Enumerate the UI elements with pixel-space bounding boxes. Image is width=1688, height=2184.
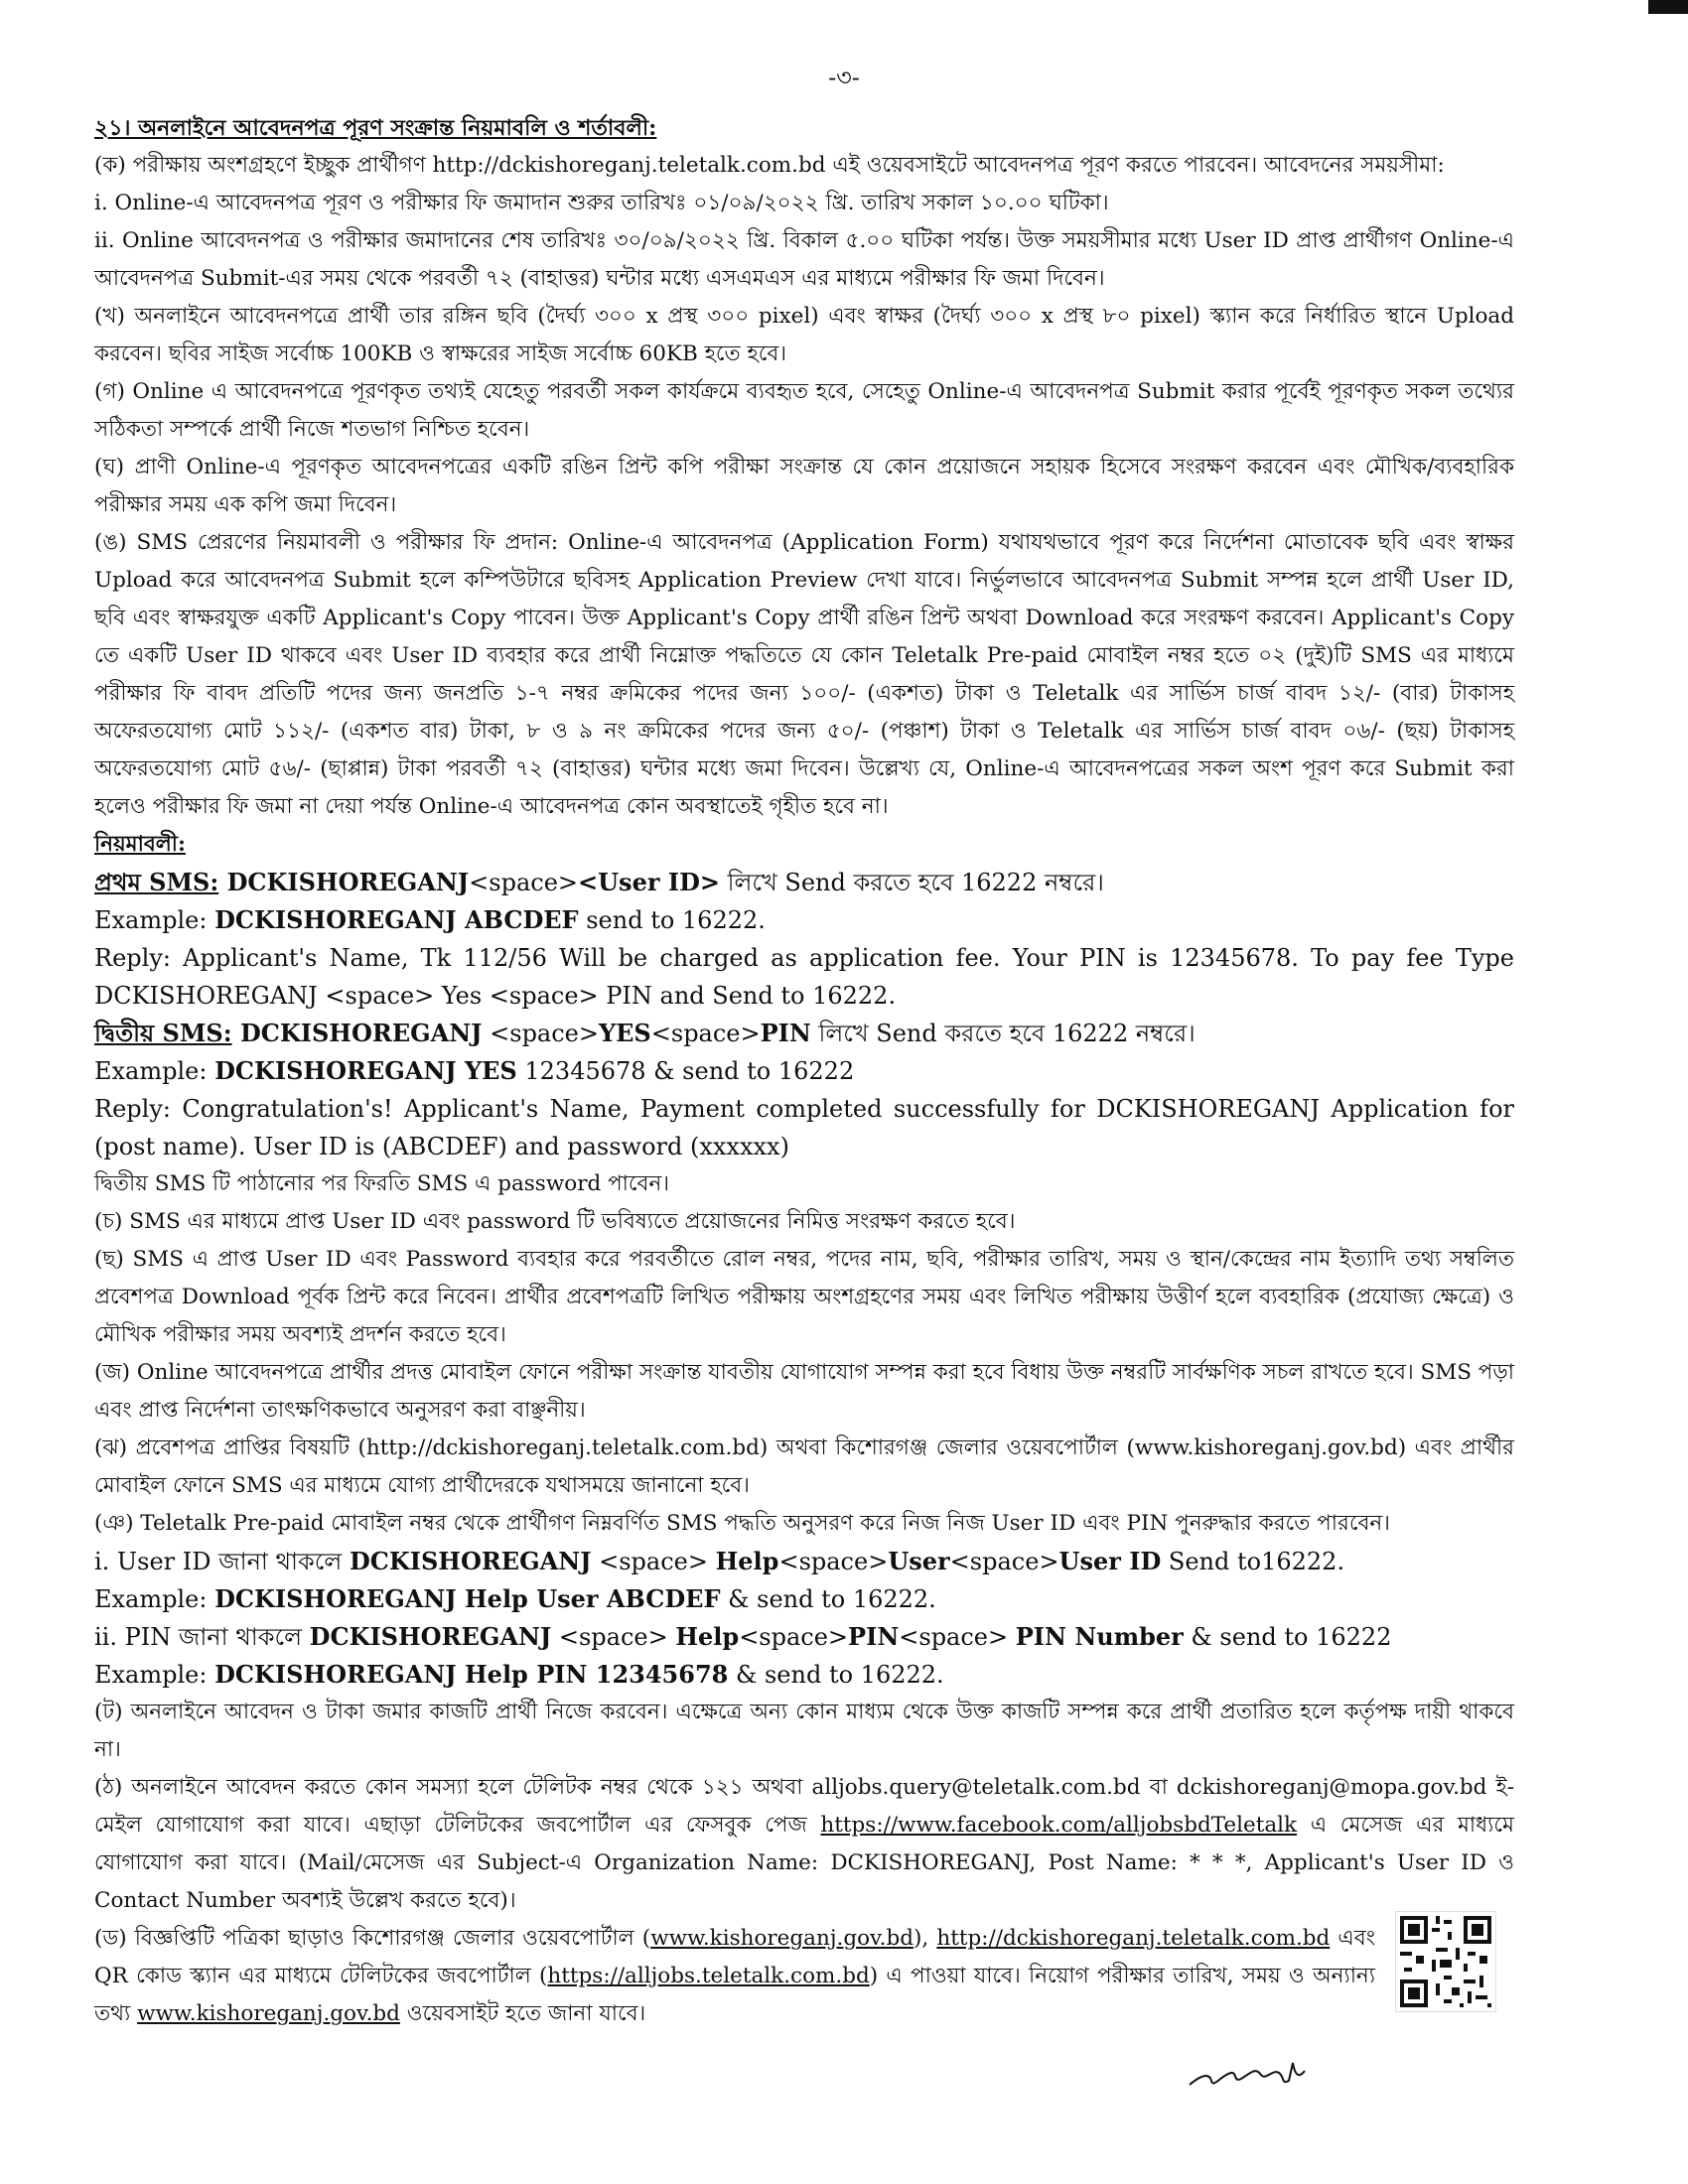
kishoreganj-portal-link[interactable]: www.kishoreganj.gov.bd <box>650 1926 914 1951</box>
clause-ta: (ট) অনলাইনে আবেদন ও টাকা জমার কাজটি প্রার্থী নিজে করবেন। এক্ষেত্রে অন্য কোন মাধ্যম থেকে উক্ত কাজটি সম্পন্ন করে প্রার্থী প্রতারিত হলে কর্তৃপক্ষ দায়ী থাকবে না। <box>94 1700 1514 1762</box>
kishoreganj-website-link[interactable]: www.kishoreganj.gov.bd <box>137 2001 400 2026</box>
section-heading: ২১। অনলাইনে আবেদনপত্র পূরণ সংক্রান্ত নিয়মাবলি ও শর্তাবলী: <box>94 115 657 141</box>
clause-ga: (গ) Online এ আবেদনপত্রে পূরণকৃত তথ্যই যেহেতু পরবর্তী সকল কার্যক্রমে ব্যবহৃত হবে, সেহেতু Online-এ আবেদনপত্র Submit করার পূর্বেই পূরণকৃত সকল তথ্যের সঠিকতা সম্পর্কে প্রার্থী নিজে শতভাগ নিশ্চিত হবেন। <box>94 379 1514 442</box>
page-number: -৩- <box>828 64 860 91</box>
clause-gha: (ঘ) প্রাণী Online-এ পূরণকৃত আবেদনপত্রের একটি রঙিন প্রিন্ট কপি পরীক্ষা সংক্রান্ত যে কোন প্রয়োজনে সহায়ক হিসেবে সংরক্ষণ করবেন এবং মৌখিক/ব্যবহারিক পরীক্ষার সময় এক কপি জমা দিবেন। <box>94 455 1514 517</box>
rules-heading: নিয়মাবলী: <box>94 832 186 857</box>
sms1-label: প্রথম SMS: <box>94 868 219 896</box>
recover-userid-example: Example: DCKISHOREGANJ Help User ABCDEF & send to 16222. <box>94 1584 936 1613</box>
alljobs-link[interactable]: https://alljobs.teletalk.com.bd <box>547 1964 870 1988</box>
clause-ka: (ক) পরীক্ষায় অংশগ্রহণে ইচ্ছুক প্রার্থীগণ http://dckishoreganj.teletalk.com.bd এই ওয়েবসাইটে আবেদনপত্র পূরণ করতে পারবেন। আবেদনের সময়সীমা: <box>94 153 1445 178</box>
clause-nya: (ঞ) Teletalk Pre-paid মোবাইল নম্বর থেকে প্রার্থীগণ নিম্নবর্ণিত SMS পদ্ধতি অনুসরণ করে নিজ নিজ User ID এবং PIN পুনরুদ্ধার করতে পারবেন। <box>94 1511 1390 1536</box>
teletalk-portal-link[interactable]: http://dckishoreganj.teletalk.com.bd <box>936 1926 1331 1951</box>
clause-da: (ড) বিজ্ঞপ্তিটি পত্রিকা ছাড়াও কিশোরগঞ্জ জেলার ওয়েবপোর্টাল (www.kishoreganj.gov.bd), http://dckishoreganj.teletalk.com.bd এবং QR কোড স্ক্যান এর মাধ্যমে টেলিটকের জবপোর্টাল (https://alljobs.teletalk.com.bd) এ পাওয়া যাবে। নিয়োগ পরীক্ষার তারিখ, সময় ও অন্যান্য তথ্য www.kishoreganj.gov.bd ওয়েবসাইট হতে জানা যাবে। <box>94 1926 1376 2026</box>
clause-kha: (খ) অনলাইনে আবেদনপত্রে প্রার্থী তার রঙ্গিন ছবি (দৈর্ঘ্য ৩০০ x প্রস্থ ৩০০ pixel) এবং স্বাক্ষর (দৈর্ঘ্য ৩০০ x প্রস্থ ৮০ pixel) স্ক্যান করে নির্ধারিত স্থানে Upload করবেন। ছবির সাইজ সর্বোচ্চ 100KB ও স্বাক্ষরের সাইজ সর্বোচ্চ 60KB হতে হবে। <box>94 304 1514 366</box>
clause-chha: (ছ) SMS এ প্রাপ্ত User ID এবং Password ব্যবহার করে পরবর্তীতে রোল নম্বর, পদের নাম, ছবি, পরীক্ষার তারিখ, সময় ও স্থান/কেন্দ্রের নাম ইত্যাদি তথ্য সম্বলিত প্রবেশপত্র Download পূর্বক প্রিন্ট করে নিবেন। প্রার্থীর প্রবেশপত্রটি লিখিত পরীক্ষায় অংশগ্রহণের সময় এবং লিখিত পরীক্ষায় উত্তীর্ণ হলে ব্যবহারিক (প্রযোজ্য ক্ষেত্রে) ও মৌখিক পরীক্ষার সময় অবশ্যই প্রদর্শন করতে হবে। <box>94 1247 1514 1347</box>
facebook-link[interactable]: https://www.facebook.com/alljobsbdTeletalk <box>820 1813 1298 1838</box>
document-body <box>94 109 1514 2033</box>
clause-tha: (ঠ) অনলাইনে আবেদন করতে কোন সমস্যা হলে টেলিটক নম্বর থেকে ১২১ অথবা alljobs.query@teletalk.com.bd বা dckishoreganj@mopa.gov.bd ই-মেইল যোগাযোগ করা যাবে। এছাড়া টেলিটকের জবপোর্টাল এর ফেসবুক পেজ https://www.facebook.com/alljobsbdTeletalk এ মেসেজ এর মাধ্যমে যোগাযোগ করা যাবে। (Mail/মেসেজ এর Subject-এ Organization Name: DCKISHOREGANJ, Post Name: * * *, Applicant's User ID ও Contact Number অবশ্যই উল্লেখ করতে হবে)। <box>94 1775 1514 1913</box>
sms2-example: Example: DCKISHOREGANJ YES 12345678 & send to 16222 <box>94 1056 855 1085</box>
clause-ka-ii: ii. Online আবেদনপত্র ও পরীক্ষার জমাদানের শেষ তারিখঃ ৩০/০৯/২০২২ খ্রি. বিকাল ৫.০০ ঘটিকা পর্যন্ত। উক্ত সময়সীমার মধ্যে User ID প্রাপ্ত প্রার্থীগণ Online-এ আবেদনপত্র Submit-এর সময় থেকে পরবর্তী ৭২ (বাহাত্তর) ঘন্টার মধ্যে এসএমএস এর মাধ্যমে পরীক্ষার ফি জমা দিবেন। <box>94 228 1514 291</box>
signature <box>1182 2045 1331 2105</box>
recover-pin-example: Example: DCKISHOREGANJ Help PIN 12345678 & send to 16222. <box>94 1660 944 1689</box>
sms2-instruction: দ্বিতীয় SMS: DCKISHOREGANJ <space>YES<space>PIN লিখে Send করতে হবে 16222 নম্বরে। <box>94 1019 1196 1047</box>
recover-pin-instruction: ii. PIN জানা থাকলে DCKISHOREGANJ <space> Help<space>PIN<space> PIN Number & send to 16222 <box>94 1622 1392 1651</box>
clause-ka-i: i. Online-এ আবেদনপত্র পূরণ ও পরীক্ষার ফি জমাদান শুরুর তারিখঃ ০১/০৯/২০২২ খ্রি. তারিখ সকাল ১০.০০ ঘটিকা। <box>94 191 1109 215</box>
clause-ja: (জ) Online আবেদনপত্রে প্রার্থীর প্রদত্ত মোবাইল ফোনে পরীক্ষা সংক্রান্ত যাবতীয় যোগাযোগ সম্পন্ন করা হবে বিধায় উক্ত নম্বরটি সার্বক্ষণিক সচল রাখতে হবে। SMS পড়া এবং প্রাপ্ত নির্দেশনা তাৎক্ষণিকভাবে অনুসরণ করা বাঞ্ছনীয়। <box>94 1360 1514 1423</box>
sms2-label: দ্বিতীয় SMS: <box>94 1019 232 1047</box>
sms1-instruction: প্রথম SMS: DCKISHOREGANJ<space><User ID> লিখে Send করতে হবে 16222 নম্বরে। <box>94 868 1104 896</box>
scan-edge-mark <box>1648 0 1688 14</box>
clause-umo: (ঙ) SMS প্রেরণের নিয়মাবলী ও পরীক্ষার ফি প্রদান: Online-এ আবেদনপত্র (Application Form) যথাযথভাবে পূরণ করে নির্দেশনা মোতাবেক ছবি এবং স্বাক্ষর Upload করে আবেদনপত্র Submit হলে কম্পিউটারে ছবিসহ Application Preview দেখা যাবে। নির্ভুলভাবে আবেদনপত্র Submit সম্পন্ন হলে প্রার্থী User ID, ছবি এবং স্বাক্ষরযুক্ত একটি Applicant's Copy পাবেন। উক্ত Applicant's Copy প্রার্থী রঙিন প্রিন্ট অথবা Download করে সংরক্ষণ করবেন। Applicant's Copy তে একটি User ID থাকবে এবং User ID ব্যবহার করে প্রার্থী নিম্নোক্ত পদ্ধতিতে যে কোন Teletalk Pre-paid মোবাইল নম্বর হতে ০২ (দুই)টি SMS এর মাধ্যমে পরীক্ষার ফি বাবদ প্রতিটি পদের জন্য জনপ্রতি ১-৭ নম্বর ক্রমিকের পদের জন্য ১০০/- (একশত) টাকা ও Teletalk এর সার্ভিস চার্জ বাবদ ১২/- (বার) টাকাসহ অফেরতযোগ্য মোট ১১২/- (একশত বার) টাকা, ৮ ও ৯ নং ক্রমিকের পদের জন্য ৫০/- (পঞ্চাশ) টাকা ও Teletalk এর সার্ভিস চার্জ বাবদ ০৬/- (ছয়) টাকাসহ অফেরতযোগ্য মোট ৫৬/- (ছাপ্পান্ন) টাকা পরবর্তী ৭২ (বাহাত্তর) ঘন্টার মধ্যে জমা দিবেন। উল্লেখ্য যে, Online-এ আবেদনপত্রের সকল অংশ পূরণ করে Submit করা হলেও পরীক্ষার ফি জমা না দেয়া পর্যন্ত Online-এ আবেদনপত্র কোন অবস্থাতেই গৃহীত হবে না। <box>94 530 1514 819</box>
recover-userid-instruction: i. User ID জানা থাকলে DCKISHOREGANJ <space> Help<space>User<space>User ID Send to16222. <box>94 1547 1345 1575</box>
clause-cha: (চ) SMS এর মাধ্যমে প্রাপ্ত User ID এবং password টি ভবিষ্যতে প্রয়োজনের নিমিত্ত সংরক্ষণ করতে হবে। <box>94 1209 1016 1234</box>
qr-code <box>1395 1911 1496 2012</box>
sms1-example: Example: DCKISHOREGANJ ABCDEF send to 16222. <box>94 905 766 934</box>
sms1-reply: Reply: Applicant's Name, Tk 112/56 Will be charged as application fee. Your PIN is 12345678. To pay fee Type DCKISHOREGANJ <space> Yes <space> PIN and Send to 16222. <box>94 944 1514 1010</box>
sms2-reply: Reply: Congratulation's! Applicant's Name, Payment completed successfully for DCKISHOREGANJ Application for (post name). User ID is (ABCDEF) and password (xxxxxx) <box>94 1095 1514 1160</box>
sms2-after: দ্বিতীয় SMS টি পাঠানোর পর ফিরতি SMS এ password পাবেন। <box>94 1171 670 1196</box>
clause-jha: (ঝ) প্রবেশপত্র প্রাপ্তির বিষয়টি (http://dckishoreganj.teletalk.com.bd) অথবা কিশোরগঞ্জ জেলার ওয়েবপোর্টাল (www.kishoreganj.gov.bd) এবং প্রার্থীর মোবাইল ফোনে SMS এর মাধ্যমে যোগ্য প্রার্থীদেরকে যথাসময়ে জানানো হবে। <box>94 1435 1514 1498</box>
